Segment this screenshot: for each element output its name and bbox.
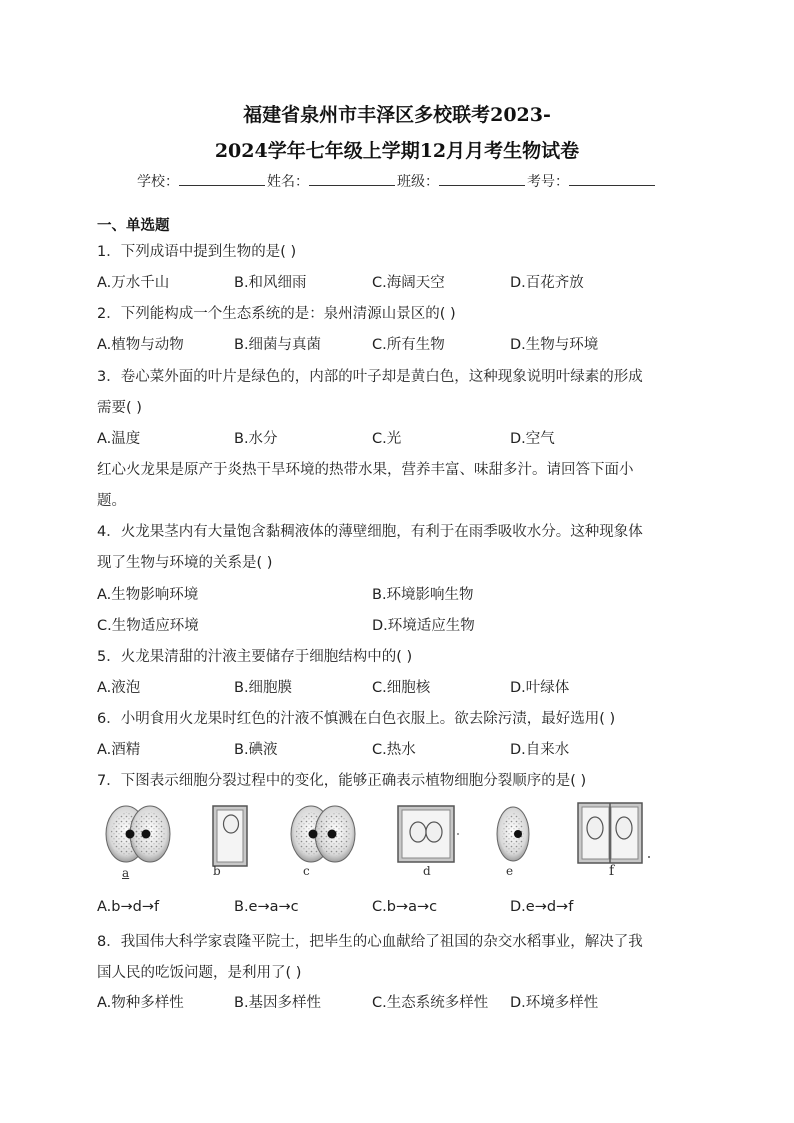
q7-option-c: C.b→a→c <box>372 899 438 915</box>
cell-division-diagram <box>100 800 660 890</box>
q6-option-a: A.酒精 <box>97 742 141 758</box>
section-heading: 一、单选题 <box>97 218 170 234</box>
question-7: 7．下图表示细胞分裂过程中的变化，能够正确表示植物细胞分裂顺序的是( ) <box>97 773 587 789</box>
q1-option-a: A.万水千山 <box>97 275 170 291</box>
figure-label-f: f <box>609 863 615 879</box>
name-blank[interactable] <box>309 173 395 186</box>
question-8-line1: 8．我国伟大科学家袁隆平院士，把毕生的心血献给了祖国的杂交水稻事业，解决了我 <box>97 934 643 950</box>
passage-line1: 红心火龙果是原产于炎热干旱环境的热带水果，营养丰富、味甜多汁。请回答下面小 <box>97 462 634 478</box>
school-blank[interactable] <box>179 173 265 186</box>
cell-division-figure <box>100 800 660 890</box>
q4-option-c: C.生物适应环境 <box>97 618 199 634</box>
q2-option-c: C.所有生物 <box>372 337 445 353</box>
q1-option-b: B.和风细雨 <box>234 275 307 291</box>
question-8-line2: 国人民的吃饭问题，是利用了( ) <box>97 965 302 981</box>
exam-title-line2: 2024学年七年级上学期12月月考生物试卷 <box>214 140 580 162</box>
q4-option-a: A.生物影响环境 <box>97 587 199 603</box>
q2-option-b: B.细菌与真菌 <box>234 337 322 353</box>
cell-d-icon <box>398 806 459 862</box>
exam-no-blank[interactable] <box>569 173 655 186</box>
q5-option-d: D.叶绿体 <box>510 680 570 696</box>
cell-f-icon <box>578 803 650 863</box>
figure-label-a: a <box>122 866 130 880</box>
question-5: 5．火龙果清甜的汁液主要储存于细胞结构中的( ) <box>97 649 413 665</box>
q8-option-d: D.环境多样性 <box>510 995 599 1011</box>
q3-option-a: A.温度 <box>97 431 141 447</box>
cell-a-icon <box>106 806 170 862</box>
question-4-line1: 4．火龙果茎内有大量饱含黏稠液体的薄壁细胞，有利于在雨季吸收水分。这种现象体 <box>97 524 643 540</box>
cell-b-icon <box>213 806 247 866</box>
student-info-row <box>0 171 794 191</box>
q7-option-b: B.e→a→c <box>234 899 299 915</box>
cell-c-icon <box>291 806 355 862</box>
q5-option-b: B.细胞膜 <box>234 680 293 696</box>
question-1: 1．下列成语中提到生物的是( ) <box>97 244 297 260</box>
question-3-line1: 3．卷心菜外面的叶片是绿色的，内部的叶子却是黄白色，这种现象说明叶绿素的形成 <box>97 369 643 385</box>
q6-option-b: B.碘液 <box>234 742 278 758</box>
name-label: 姓名： <box>267 174 309 190</box>
q7-option-d: D.e→d→f <box>510 899 574 915</box>
figure-label-b: b <box>213 864 221 878</box>
q2-option-a: A.植物与动物 <box>97 337 184 353</box>
exam-title-line1: 福建省泉州市丰泽区多校联考2023- <box>243 104 551 126</box>
q1-option-c: C.海阔天空 <box>372 275 445 291</box>
q5-option-a: A.液泡 <box>97 680 141 696</box>
q6-option-d: D.自来水 <box>510 742 570 758</box>
question-3-line2: 需要( ) <box>97 400 142 416</box>
figure-label-c: c <box>303 864 310 878</box>
figure-label-d: d <box>423 864 431 878</box>
question-2: 2．下列能构成一个生态系统的是：泉州清源山景区的( ) <box>97 306 456 322</box>
q4-option-b: B.环境影响生物 <box>372 587 474 603</box>
q8-option-c: C.生态系统多样性 <box>372 995 489 1011</box>
passage-line2: 题。 <box>97 493 126 509</box>
q8-option-a: A.物种多样性 <box>97 995 184 1011</box>
question-4-line2: 现了生物与环境的关系是( ) <box>97 555 273 571</box>
figure-label-e: e <box>506 864 514 878</box>
q4-option-d: D.环境适应生物 <box>372 618 475 634</box>
q1-option-d: D.百花齐放 <box>510 275 584 291</box>
school-label: 学校： <box>137 174 179 190</box>
q7-option-a: A.b→d→f <box>97 899 160 915</box>
question-6: 6．小明食用火龙果时红色的汁液不慎溅在白色衣服上。欲去除污渍，最好选用( ) <box>97 711 616 727</box>
class-blank[interactable] <box>439 173 525 186</box>
cell-e-icon <box>497 807 529 861</box>
q8-option-b: B.基因多样性 <box>234 995 322 1011</box>
q5-option-c: C.细胞核 <box>372 680 431 696</box>
exam-no-label: 考号： <box>527 174 569 190</box>
q3-option-b: B.水分 <box>234 431 278 447</box>
q3-option-d: D.空气 <box>510 431 555 447</box>
q6-option-c: C.热水 <box>372 742 416 758</box>
q2-option-d: D.生物与环境 <box>510 337 599 353</box>
q3-option-c: C.光 <box>372 431 402 447</box>
class-label: 班级： <box>397 174 439 190</box>
